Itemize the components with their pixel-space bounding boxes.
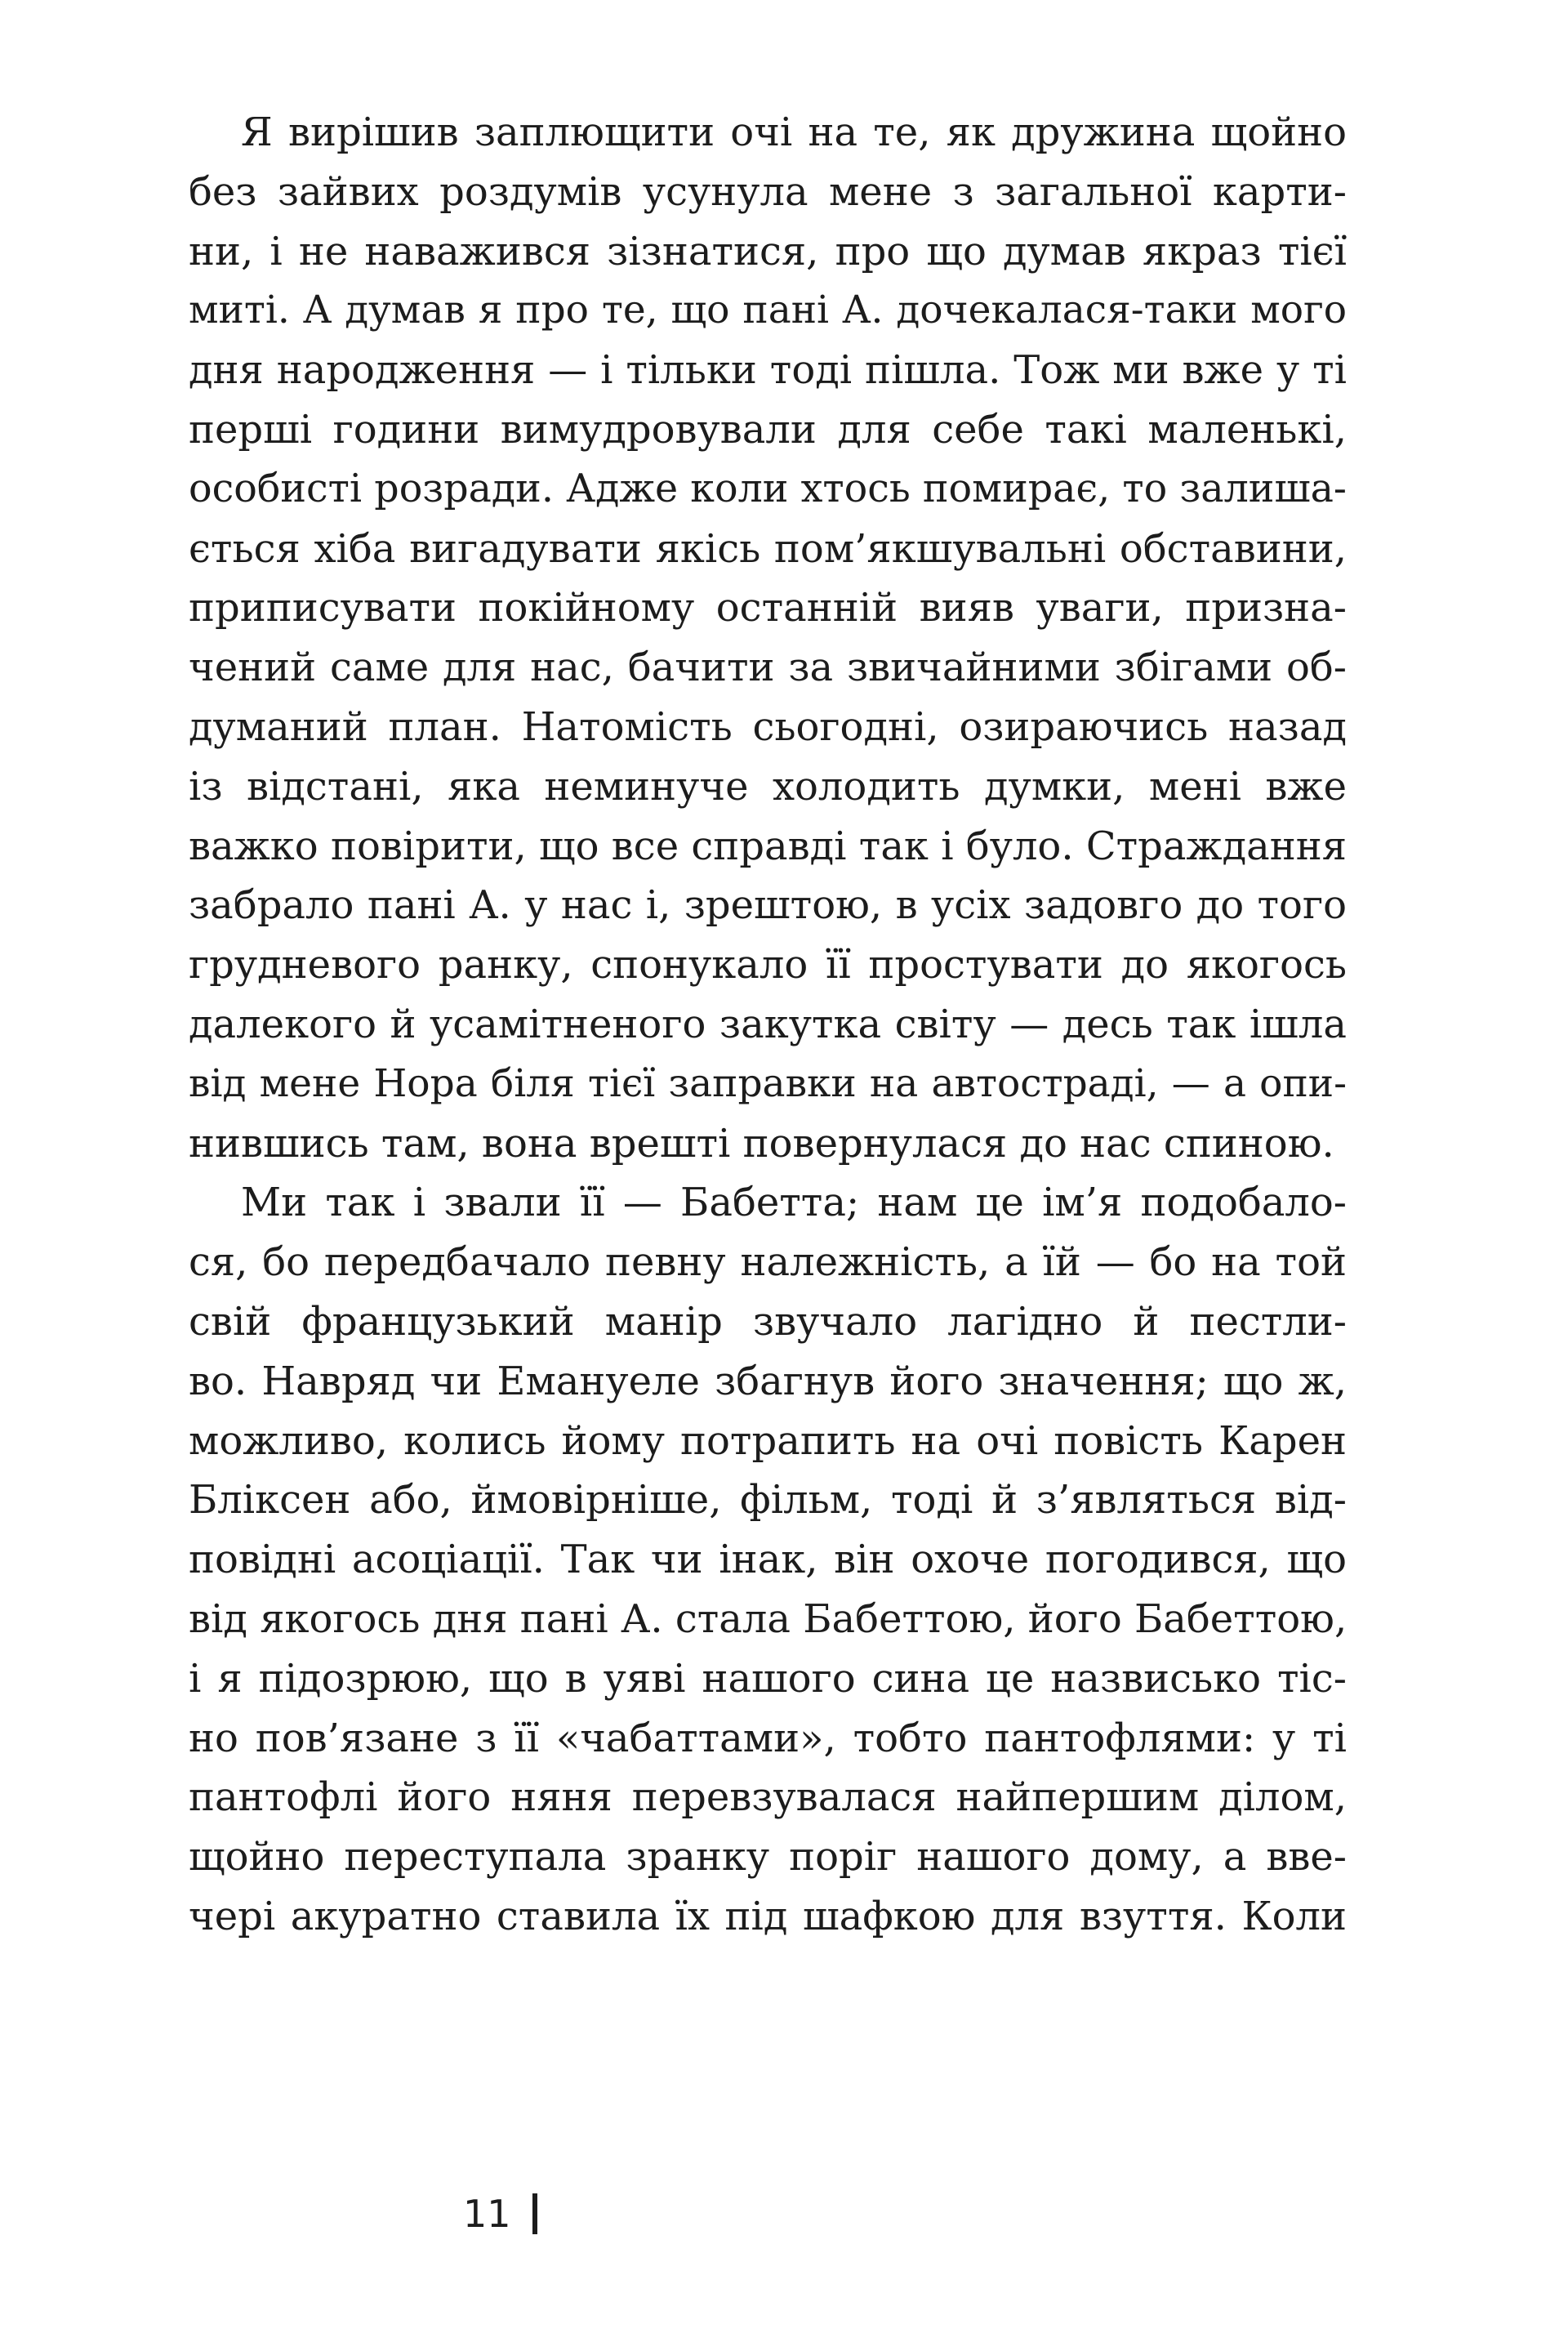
body-text [189,103,1347,1947]
text-line: Ми так і звали її — Бабетта; нам це ім’я подобало- [241,1180,1347,1226]
text-line: особисті розради. Адже коли хтось помирає, то залиша- [189,466,1347,511]
page-number: 11 [463,2192,511,2236]
paragraph-1 [189,103,1347,1173]
text-line: свій французький манір звучало лагідно й пестли- [189,1298,1347,1345]
text-line: Я вирішив заплющити очі на те, як дружина щойно [241,109,1347,155]
paragraph-2 [189,1173,1347,1946]
text-line: Бліксен або, ймовірніше, фільм, тоді й з’являться від- [189,1477,1347,1524]
text-line: но пов’язане з її «чабаттами», тобто пантофлями: у ті [189,1715,1347,1761]
text-line: забрало пані А. у нас і, зрештою, в усіх задовго до того [189,882,1347,929]
text-line: далекого й усамітненого закутка світу — десь так ішла [189,1001,1347,1047]
text-line: ся, бо передбачало певну належність, а їй — бо на той [189,1239,1347,1286]
text-line: чений саме для нас, бачити за звичайними збігами об- [189,645,1347,691]
text-line: повідні асоціації. Так чи інак, він охоче погодився, що [189,1537,1347,1583]
text-line: від якогось дня пані А. стала Бабеттою, його Бабеттою, [189,1595,1348,1642]
text-line: від мене Нора біля тієї заправки на автостраді, — а опи- [189,1060,1347,1106]
text-line: во. Навряд чи Емануеле збагнув його значення; що ж, [189,1358,1347,1404]
page-footer [463,2189,537,2238]
text-line: ни, і не наважився зізнатися, про що думав якраз тієї [189,228,1347,274]
text-line: із відстані, яка неминуче холодить думки, мені вже [189,763,1347,810]
text-line: пантофлі його няня перевзувалася найпершим ділом, [189,1774,1347,1821]
text-line: перші години вимудровували для себе такі маленькі, [189,406,1347,453]
text-line: приписувати покійному останній вияв уваги, призна- [189,585,1347,631]
text-line: дня народження — і тільки тоді пішла. Тож ми вже у ті [189,347,1347,394]
text-line: можливо, колись йому потрапить на очі повість Карен [189,1417,1347,1464]
text-line: грудневого ранку, спонукало її простувати до якогось [189,942,1347,988]
text-line: і я підозрюю, що в уяві нашого сина це назвисько тіс- [189,1655,1347,1702]
text-line: щойно переступала зранку поріг нашого дому, а вве- [189,1834,1347,1881]
text-line: нившись там, вона врешті повернулася до нас спиною. [189,1120,1334,1167]
page-number-divider [532,2193,537,2234]
text-line: чері акуратно ставила їх під шафкою для взуття. Коли [189,1893,1347,1939]
text-line: без зайвих роздумів усунула мене з загальної карти- [189,168,1347,215]
text-line: думаний план. Натомість сьогодні, озираючись назад [189,703,1347,750]
text-line: ється хіба вигадувати якісь пом’якшувальні обставини, [189,525,1347,572]
text-line: миті. А думав я про те, що пані А. дочекалася-таки мого [189,288,1347,333]
text-line: важко повірити, що все справді так і було. Страждання [189,823,1348,869]
